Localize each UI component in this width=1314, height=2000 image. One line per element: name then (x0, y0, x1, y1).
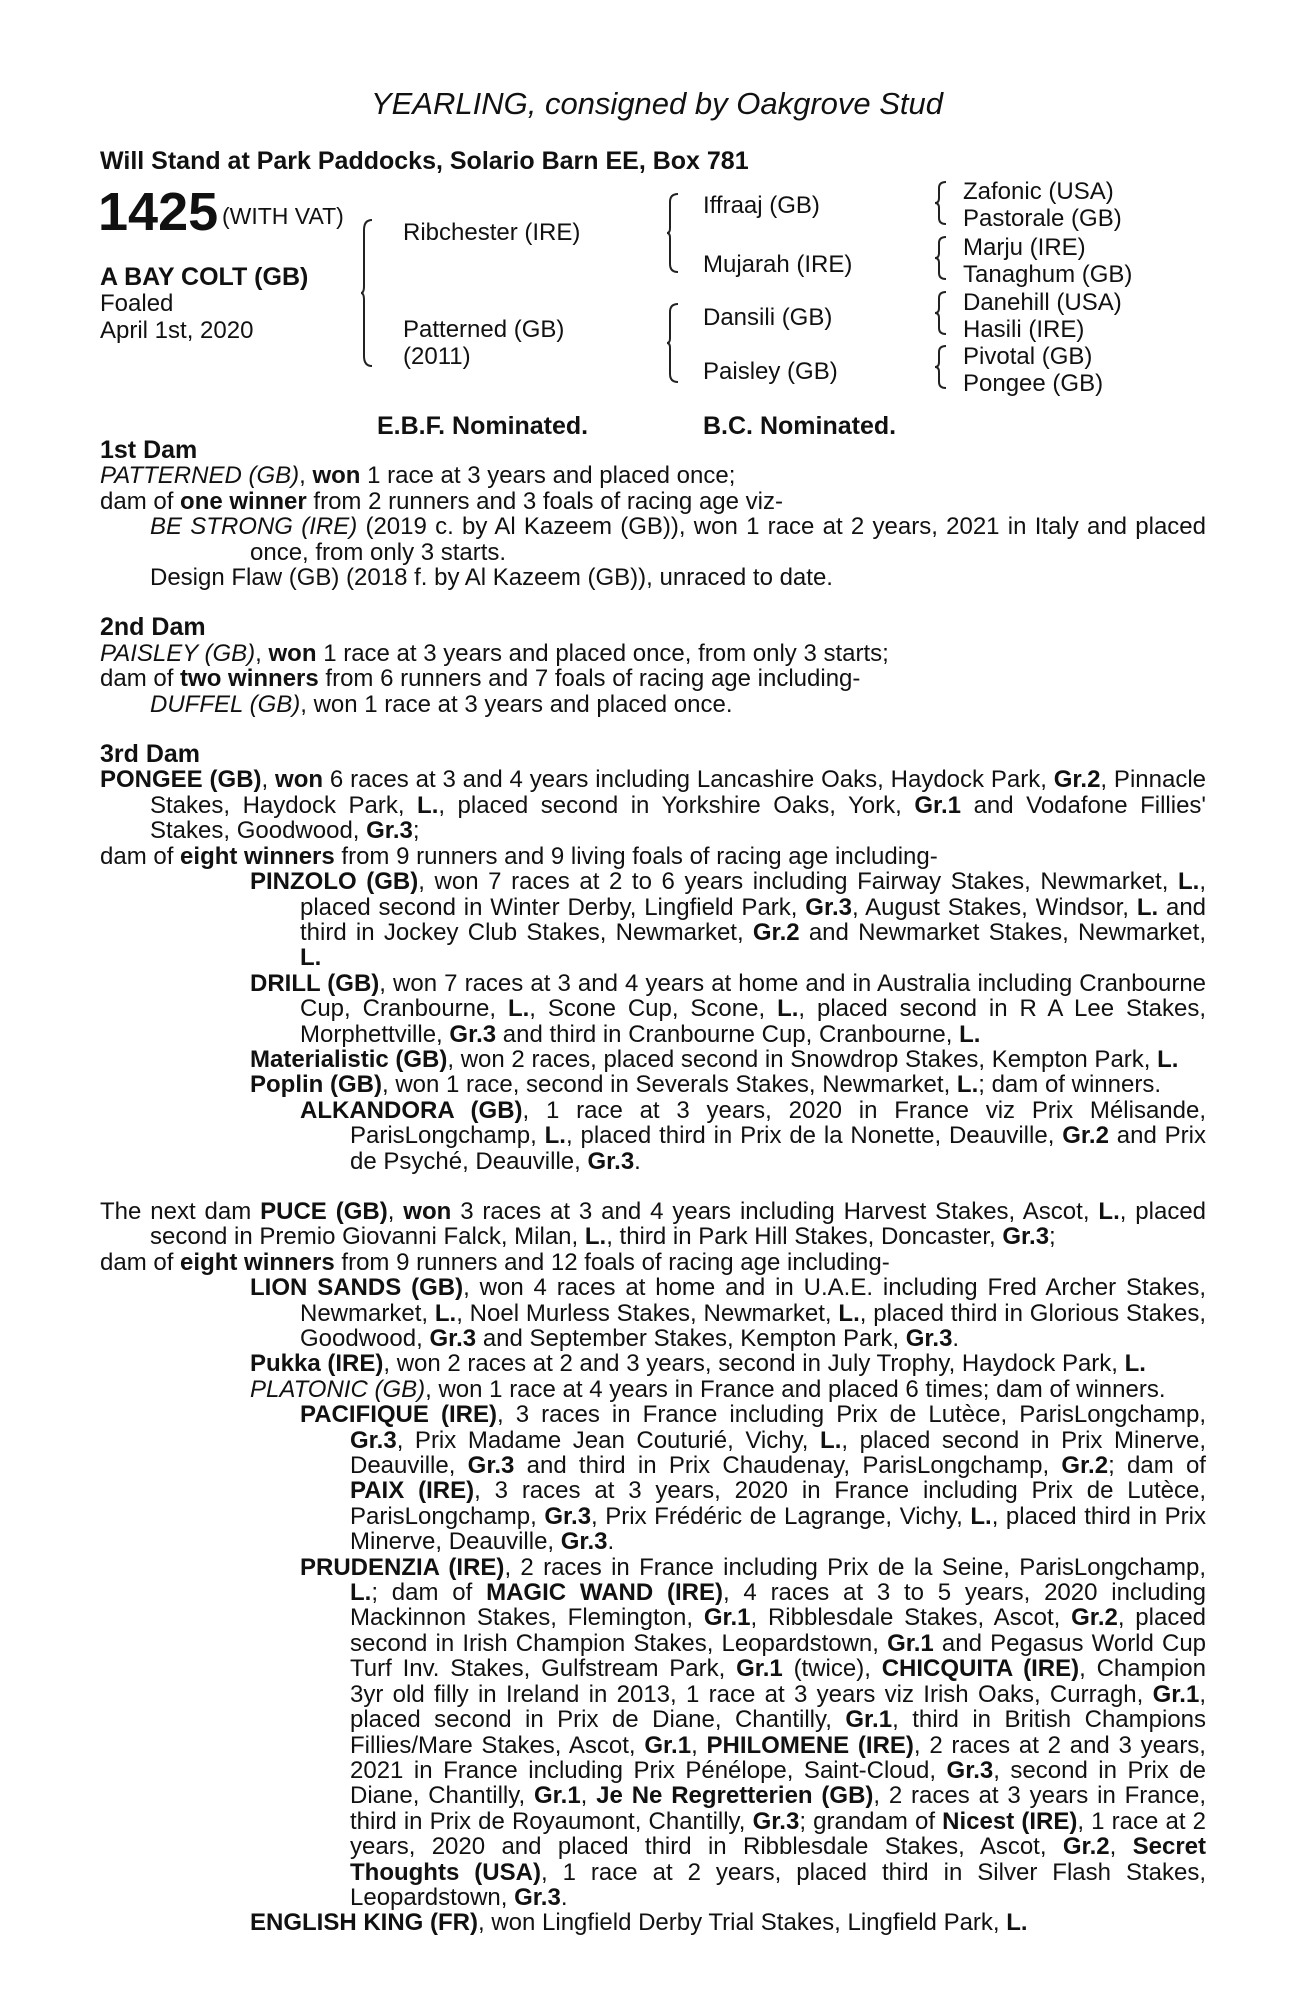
pedigree-g4: Tanaghum (GB) (963, 261, 1133, 288)
third-dam-heading: 3rd Dam (100, 740, 201, 769)
second-dam-record: PAISLEY (GB), won 1 race at 3 years and placed once, from only 3 starts; (100, 639, 889, 667)
foaled-label: Foaled (100, 290, 174, 317)
produce-pukka: Pukka (IRE), won 2 races at 2 and 3 years, second in July Trophy, Haydock Park, L. (250, 1350, 1146, 1378)
pedigree-sire-dam: Mujarah (IRE) (703, 251, 853, 278)
pedigree-bracket-3 (666, 302, 680, 384)
pedigree-sire-sire: Iffraaj (GB) (703, 192, 820, 219)
lot-number: 1425 (98, 182, 219, 242)
pedigree-g7: Pivotal (GB) (963, 343, 1093, 370)
next-dam-record: The next dam PUCE (GB), won 3 races at 3 and 4 years including Harvest Stakes, Ascot, L., placed second in Premio Giovanni Falck, Milan, L., third in Park Hill Stakes, Doncaster, Gr.3; (100, 1197, 1207, 1251)
ebf-nomination: E.B.F. Nominated. (377, 412, 589, 440)
stand-location: Will Stand at Park Paddocks, Solario Barn EE, Box 781 (100, 147, 749, 175)
horse-name: A BAY COLT (GB) (100, 263, 309, 291)
pedigree-g8: Pongee (GB) (963, 370, 1104, 397)
produce-english-king: ENGLISH KING (FR), won Lingfield Derby Trial Stakes, Lingfield Park, L. (250, 1909, 1028, 1937)
first-dam-produce-1: BE STRONG (IRE) (2019 c. by Al Kazeem (GB)), won 1 race at 2 years, 2021 in Italy and placed once, from only 3 starts. (150, 513, 1207, 566)
pedigree-bracket-5 (934, 235, 948, 281)
third-dam-record: PONGEE (GB), won 6 races at 3 and 4 years including Lancashire Oaks, Haydock Park, Gr.2, Pinnacle Stakes, Haydock Park, L., placed second in Yorkshire Oaks, York, Gr.1 and Vodafone Fillies' Stakes, Goodwood, Gr.3; (100, 766, 1207, 845)
pedigree-sire: Ribchester (IRE) (403, 219, 581, 246)
produce-materialistic: Materialistic (GB), won 2 races, placed second in Snowdrop Stakes, Kempton Park, L. (250, 1045, 1179, 1073)
third-dam-summary: dam of eight winners from 9 runners and 9 living foals of racing age including- (100, 842, 938, 870)
pedigree-dam-year: (2011) (403, 343, 471, 370)
produce-poplin: Poplin (GB), won 1 race, second in Severals Stakes, Newmarket, L.; dam of winners. (250, 1071, 1161, 1099)
second-dam-summary: dam of two winners from 6 runners and 7 foals of racing age including- (100, 665, 861, 693)
produce-alkandora: ALKANDORA (GB), 1 race at 3 years, 2020 in France viz Prix Mélisande, ParisLongchamp, L., placed third in Prix de la Nonette, Deauville, Gr.2 and Prix de Psyché, Deauville, Gr.3. (300, 1096, 1207, 1175)
produce-pinzolo: PINZOLO (GB), won 7 races at 2 to 6 years including Fairway Stakes, Newmarket, L., placed second in Winter Derby, Lingfield Park, Gr.3, August Stakes, Windsor, L. and third in Jockey Club Stakes, Newmarket, Gr.2 and Newmarket Stakes, Newmarket, L. (250, 868, 1207, 972)
pedigree-bracket-4 (934, 180, 948, 226)
first-dam-summary: dam of one winner from 2 runners and 3 foals of racing age viz- (100, 487, 783, 515)
vat-label: (WITH VAT) (222, 203, 344, 229)
pedigree-g2: Pastorale (GB) (963, 205, 1122, 232)
pedigree-g6: Hasili (IRE) (963, 316, 1085, 343)
produce-prudenzia: PRUDENZIA (IRE), 2 races in France including Prix de la Seine, ParisLongchamp, L.; dam of MAGIC WAND (IRE), 4 races at 3 to 5 years, 2020 including Mackinnon Stakes, Flemington, Gr.1, Ribblesdale Stakes, Ascot, Gr.2, placed second in Irish Champion Stakes, Leopardstown, Gr.1 and Pegasus World Cup Turf Inv. Stakes, Gulfstream Park, Gr.1 (twice), CHICQUITA (IRE), Champion 3yr old filly in Ireland in 2013, 1 race at 3 years viz Irish Oaks, Curragh, Gr.1, placed second in Prix de Diane, Chantilly, Gr.1, third in British Champions Fillies/Mare Stakes, Ascot, Gr.1, PHILOMENE (IRE), 2 races at 2 and 3 years, 2021 in France including Prix Pénélope, Saint-Cloud, Gr.3, second in Prix de Diane, Chantilly, Gr.1, Je Ne Regretterien (GB), 2 races at 3 years in France, third in Prix de Royaumont, Chantilly, Gr.3; grandam of Nicest (IRE), 1 race at 2 years, 2020 and placed third in Ribblesdale Stakes, Ascot, Gr.2, Secret Thoughts (USA), 1 race at 2 years, placed third in Silver Flash Stakes, Leopardstown, Gr.3. (300, 1553, 1207, 1911)
foaled-date: April 1st, 2020 (100, 317, 254, 344)
produce-platonic: PLATONIC (GB), won 1 race at 4 years in France and placed 6 times; dam of winners. (250, 1375, 1166, 1403)
first-dam-record: PATTERNED (GB), won 1 race at 3 years and placed once; (100, 462, 736, 490)
pedigree-dam-sire: Dansili (GB) (703, 304, 833, 331)
bc-nomination: B.C. Nominated. (703, 412, 897, 440)
first-dam-produce-2: Design Flaw (GB) (2018 f. by Al Kazeem (GB)), unraced to date. (150, 564, 833, 592)
next-dam-summary: dam of eight winners from 9 runners and 12 foals of racing age including- (100, 1248, 890, 1276)
pedigree-dam-dam: Paisley (GB) (703, 358, 838, 385)
first-dam-heading: 1st Dam (100, 436, 198, 464)
produce-drill: DRILL (GB), won 7 races at 3 and 4 years at home and in Australia including Cranbourne Cup, Cranbourne, L., Scone Cup, Scone, L., placed second in R A Lee Stakes, Morphettville, Gr.3 and third in Cranbourne Cup, Cranbourne, L. (250, 969, 1207, 1048)
produce-pacifique: PACIFIQUE (IRE), 3 races in France including Prix de Lutèce, ParisLongchamp, Gr.3, Prix Madame Jean Couturié, Vichy, L., placed second in Prix Minerve, Deauville, Gr.3 and third in Prix Chaudenay, ParisLongchamp, Gr.2; dam of PAIX (IRE), 3 races at 3 years, 2020 in France including Prix de Lutèce, ParisLongchamp, Gr.3, Prix Frédéric de Lagrange, Vichy, L., placed third in Prix Minerve, Deauville, Gr.3. (300, 1401, 1207, 1556)
pedigree-bracket-7 (934, 344, 948, 390)
pedigree-dam: Patterned (GB) (403, 316, 565, 343)
pedigree-bracket-6 (934, 290, 948, 336)
page-header: YEARLING, consigned by Oakgrove Stud (370, 86, 944, 121)
pedigree-bracket-1 (360, 218, 374, 368)
pedigree-g1: Zafonic (USA) (963, 178, 1114, 205)
produce-lion-sands: LION SANDS (GB), won 4 races at home and in U.A.E. including Fred Archer Stakes, Newmarket, L., Noel Murless Stakes, Newmarket, L., placed third in Glorious Stakes, Goodwood, Gr.3 and September Stakes, Kempton Park, Gr.3. (250, 1274, 1206, 1352)
second-dam-heading: 2nd Dam (100, 613, 206, 642)
pedigree-bracket-2 (666, 192, 680, 274)
pedigree-g3: Marju (IRE) (963, 234, 1086, 261)
pedigree-g5: Danehill (USA) (963, 289, 1122, 316)
second-dam-produce-1: DUFFEL (GB), won 1 race at 3 years and placed once. (150, 690, 733, 718)
produce-record (100, 438, 1206, 1936)
